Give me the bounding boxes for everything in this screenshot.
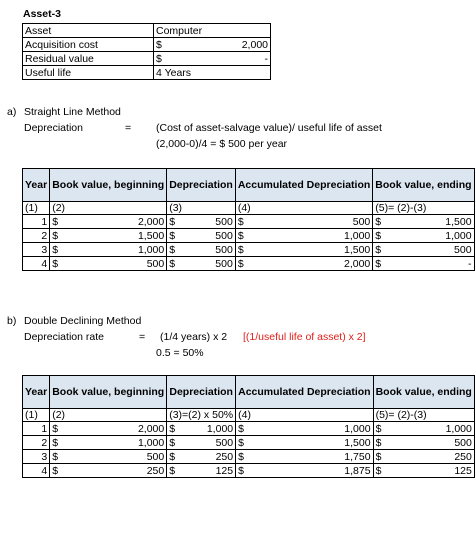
table-subheader-cell: (3) bbox=[167, 202, 236, 215]
table-subheader-cell: (1) bbox=[23, 409, 50, 422]
currency-symbol: $ bbox=[373, 229, 398, 243]
currency-symbol: $ bbox=[235, 215, 270, 229]
table-header-cell: Accumulated Depreciation bbox=[235, 169, 372, 202]
table-row bbox=[23, 229, 475, 243]
begin-value: 1,000 bbox=[79, 436, 167, 450]
currency-symbol: $ bbox=[373, 422, 398, 436]
begin-value: 2,000 bbox=[79, 422, 167, 436]
end-value: 500 bbox=[398, 243, 474, 257]
currency-symbol: $ bbox=[167, 436, 184, 450]
dep-value: 500 bbox=[184, 436, 236, 450]
asset-info-label: Asset bbox=[23, 24, 154, 38]
year-cell: 3 bbox=[23, 450, 50, 464]
currency-symbol: $ bbox=[167, 450, 184, 464]
acc-value: 1,500 bbox=[270, 436, 373, 450]
table-header-row bbox=[23, 376, 475, 409]
rate-result: 0.5 = 50% bbox=[156, 347, 204, 359]
begin-value: 500 bbox=[79, 450, 167, 464]
asset-info-value: 2,000 bbox=[230, 38, 271, 52]
currency-symbol: $ bbox=[167, 422, 184, 436]
table-header-cell: Book value, beginning bbox=[50, 169, 167, 202]
table-row bbox=[23, 257, 475, 271]
table-header-row bbox=[23, 169, 475, 202]
year-cell: 2 bbox=[23, 436, 50, 450]
table-header-cell: Book value, ending bbox=[373, 376, 474, 409]
end-value: 1,000 bbox=[399, 422, 475, 436]
currency-symbol: $ bbox=[50, 422, 79, 436]
table-header-cell: Book value, ending bbox=[373, 169, 474, 202]
currency-symbol: $ bbox=[235, 257, 270, 271]
currency-symbol: $ bbox=[236, 464, 271, 478]
currency-symbol: $ bbox=[373, 215, 398, 229]
asset-info-currency: $ bbox=[154, 52, 231, 66]
table-row bbox=[23, 464, 475, 478]
end-value: 1,500 bbox=[398, 215, 474, 229]
currency-symbol: $ bbox=[373, 436, 398, 450]
table-header-cell: Depreciation bbox=[167, 376, 236, 409]
currency-symbol: $ bbox=[50, 243, 79, 257]
begin-value: 250 bbox=[79, 464, 167, 478]
equals-sign: = bbox=[125, 122, 132, 134]
currency-symbol: $ bbox=[373, 450, 398, 464]
currency-symbol: $ bbox=[167, 215, 189, 229]
table-subheader-cell: (5)= (2)-(3) bbox=[373, 409, 474, 422]
table-header-cell: Book value, beginning bbox=[50, 376, 167, 409]
table-subheader-cell: (4) bbox=[235, 202, 372, 215]
table-row bbox=[23, 215, 475, 229]
dep-value: 500 bbox=[189, 229, 236, 243]
asset-info-currency: $ bbox=[154, 38, 231, 52]
begin-value: 500 bbox=[79, 257, 167, 271]
table-row bbox=[23, 422, 475, 436]
asset-info-row bbox=[23, 24, 271, 38]
section-b-marker: b) bbox=[7, 315, 17, 327]
end-value: 1,000 bbox=[398, 229, 474, 243]
currency-symbol: $ bbox=[236, 422, 271, 436]
table-subheader-cell: (2) bbox=[50, 409, 167, 422]
table-subheader-cell: (1) bbox=[23, 202, 50, 215]
formula-line-1: (Cost of asset-salvage value)/ useful life of asset bbox=[156, 122, 382, 134]
currency-symbol: $ bbox=[50, 450, 79, 464]
currency-symbol: $ bbox=[235, 229, 270, 243]
currency-symbol: $ bbox=[235, 243, 270, 257]
dep-value: 250 bbox=[184, 450, 236, 464]
year-cell: 4 bbox=[23, 257, 50, 271]
acc-value: 2,000 bbox=[270, 257, 373, 271]
asset-info-row bbox=[23, 38, 271, 52]
table-header-cell: Year bbox=[23, 169, 50, 202]
asset-info-label: Residual value bbox=[23, 52, 154, 66]
rate-note: [(1/useful life of asset) x 2] bbox=[243, 331, 366, 343]
double-declining-table bbox=[22, 375, 475, 478]
section-b-title: Double Declining Method bbox=[24, 315, 142, 327]
equals-sign-b: = bbox=[139, 331, 146, 343]
table-header-cell: Year bbox=[23, 376, 50, 409]
currency-symbol: $ bbox=[50, 464, 79, 478]
table-row bbox=[23, 243, 475, 257]
rate-formula: (1/4 years) x 2 bbox=[160, 331, 228, 343]
begin-value: 2,000 bbox=[79, 215, 167, 229]
asset-info-value: Computer bbox=[154, 24, 271, 38]
year-cell: 1 bbox=[23, 422, 50, 436]
year-cell: 4 bbox=[23, 464, 50, 478]
begin-value: 1,000 bbox=[79, 243, 167, 257]
asset-title: Asset-3 bbox=[23, 8, 61, 20]
currency-symbol: $ bbox=[50, 436, 79, 450]
currency-symbol: $ bbox=[373, 257, 398, 271]
table-subheader-cell: (2) bbox=[50, 202, 167, 215]
table-subheader-cell: (3)=(2) x 50% bbox=[167, 409, 236, 422]
depreciation-rate-label: Depreciation rate bbox=[24, 331, 104, 343]
asset-info-label: Acquisition cost bbox=[23, 38, 154, 52]
straight-line-table bbox=[22, 168, 475, 271]
currency-symbol: $ bbox=[167, 464, 184, 478]
acc-value: 1,750 bbox=[270, 450, 373, 464]
end-value: - bbox=[398, 257, 474, 271]
currency-symbol: $ bbox=[50, 215, 79, 229]
table-header-cell: Depreciation bbox=[167, 169, 236, 202]
section-a-title: Straight Line Method bbox=[24, 106, 121, 118]
table-subheader-row bbox=[23, 409, 475, 422]
asset-info-table bbox=[22, 23, 271, 80]
asset-info-row bbox=[23, 66, 271, 80]
currency-symbol: $ bbox=[373, 243, 398, 257]
dep-value: 125 bbox=[184, 464, 236, 478]
acc-value: 1,500 bbox=[270, 243, 373, 257]
end-value: 500 bbox=[399, 436, 475, 450]
end-value: 250 bbox=[399, 450, 475, 464]
currency-symbol: $ bbox=[167, 243, 189, 257]
year-cell: 1 bbox=[23, 215, 50, 229]
currency-symbol: $ bbox=[373, 464, 398, 478]
dep-value: 500 bbox=[189, 243, 236, 257]
acc-value: 1,000 bbox=[270, 422, 373, 436]
dep-value: 500 bbox=[189, 257, 236, 271]
currency-symbol: $ bbox=[236, 436, 271, 450]
year-cell: 3 bbox=[23, 243, 50, 257]
depreciation-label: Depreciation bbox=[24, 122, 83, 134]
asset-info-label: Useful life bbox=[23, 66, 154, 80]
currency-symbol: $ bbox=[167, 229, 189, 243]
acc-value: 500 bbox=[270, 215, 373, 229]
table-subheader-cell: (5)= (2)-(3) bbox=[373, 202, 474, 215]
section-a-marker: a) bbox=[7, 106, 17, 118]
asset-info-row bbox=[23, 52, 271, 66]
table-row bbox=[23, 436, 475, 450]
acc-value: 1,000 bbox=[270, 229, 373, 243]
dep-value: 500 bbox=[189, 215, 236, 229]
formula-line-2: (2,000-0)/4 = $ 500 per year bbox=[156, 138, 288, 150]
table-subheader-row bbox=[23, 202, 475, 215]
currency-symbol: $ bbox=[236, 450, 271, 464]
begin-value: 1,500 bbox=[79, 229, 167, 243]
dep-value: 1,000 bbox=[184, 422, 236, 436]
table-subheader-cell: (4) bbox=[236, 409, 373, 422]
acc-value: 1,875 bbox=[270, 464, 373, 478]
currency-symbol: $ bbox=[50, 229, 79, 243]
asset-info-value: 4 Years bbox=[154, 66, 271, 80]
currency-symbol: $ bbox=[167, 257, 189, 271]
table-header-cell: Accumulated Depreciation bbox=[236, 376, 373, 409]
year-cell: 2 bbox=[23, 229, 50, 243]
end-value: 125 bbox=[399, 464, 475, 478]
asset-info-value: - bbox=[230, 52, 271, 66]
table-row bbox=[23, 450, 475, 464]
currency-symbol: $ bbox=[50, 257, 79, 271]
